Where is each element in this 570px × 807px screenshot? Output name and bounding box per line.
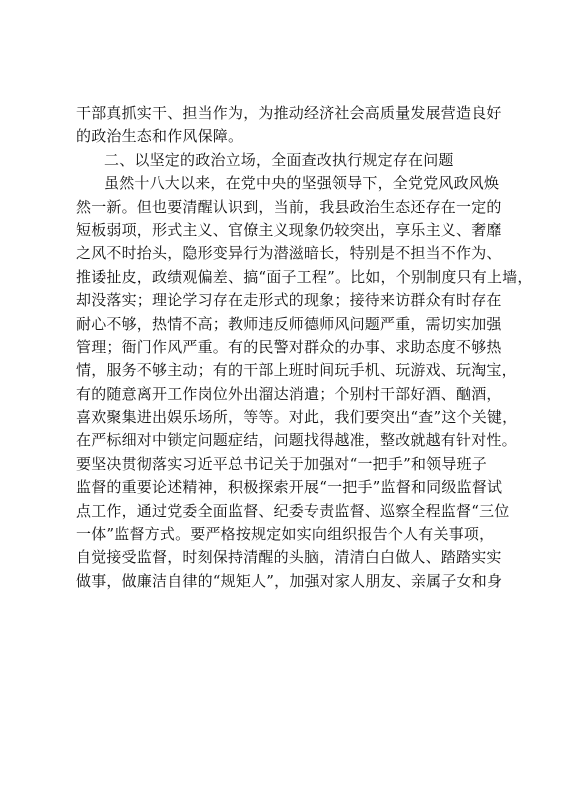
paragraph-line: 做事，做廉洁自律的“规矩人”，加强对家人朋友、亲属子女和身: [76, 571, 503, 590]
section-heading: 二、以坚定的政治立场，全面查改执行规定存在问题: [104, 150, 454, 169]
paragraph-line: 点工作，通过党委全面监督、纪委专责监督、巡察全程监督“三位: [76, 501, 510, 520]
paragraph-line: 要坚决贯彻落实习近平总书记关于加强对“一把手”和领导班子: [76, 454, 487, 473]
paragraph-line: 喜欢聚集进出娱乐场所，等等。对此，我们要突出“查”这个关键，: [76, 408, 518, 427]
paragraph-line: 耐心不够，热情不高；教师违反师德师风问题严重，需切实加强: [76, 314, 502, 333]
paragraph-line: 一体”监督方式。要严格按规定如实向组织报告个人有关事项，: [76, 525, 495, 544]
paragraph-line: 监督的重要论述精神，积极探索开展“一把手”监督和同级监督试: [76, 478, 503, 497]
paragraph-line: 情，服务不够主动；有的干部上班时间玩手机、玩游戏、玩淘宝，: [76, 361, 517, 380]
paragraph-line: 在严标细对中锁定问题症结，问题找得越准，整改就越有针对性。: [76, 431, 517, 450]
paragraph-line: 有的随意离开工作岗位外出溜达消遣；个别村干部好酒、酗酒，: [76, 384, 502, 403]
paragraph-line: 管理；衙门作风严重。有的民警对群众的办事、求助态度不够热: [76, 337, 502, 356]
paragraph-line: 的政治生态和作风保障。: [76, 127, 244, 146]
paragraph-line: 干部真抓实干、担当作为，为推动经济社会高质量发展营造良好: [76, 104, 502, 122]
paragraph-line: 然一新。但也要清醒认识到，当前，我县政治生态还存在一定的: [76, 197, 502, 216]
document-body: [76, 102, 533, 593]
paragraph-line: 短板弱项，形式主义、官僚主义现象仍较突出，享乐主义、奢靡: [76, 220, 502, 239]
paragraph-line: 却没落实；理论学习存在走形式的现象；接待来访群众有时存在: [76, 291, 502, 310]
paragraph-line: 自觉接受监督，时刻保持清醒的头脑，清清白白做人、踏踏实实: [76, 548, 502, 567]
paragraph-line: 之风不时抬头，隐形变异行为潜滋暗长，特别是不担当不作为、: [76, 244, 502, 263]
paragraph-line: 推诿扯皮，政绩观偏差、搞“面子工程”。比如，个别制度只有上墙，: [76, 267, 533, 286]
paragraph-line: 虽然十八大以来，在党中央的坚强领导下，全党党风政风焕: [104, 174, 500, 193]
